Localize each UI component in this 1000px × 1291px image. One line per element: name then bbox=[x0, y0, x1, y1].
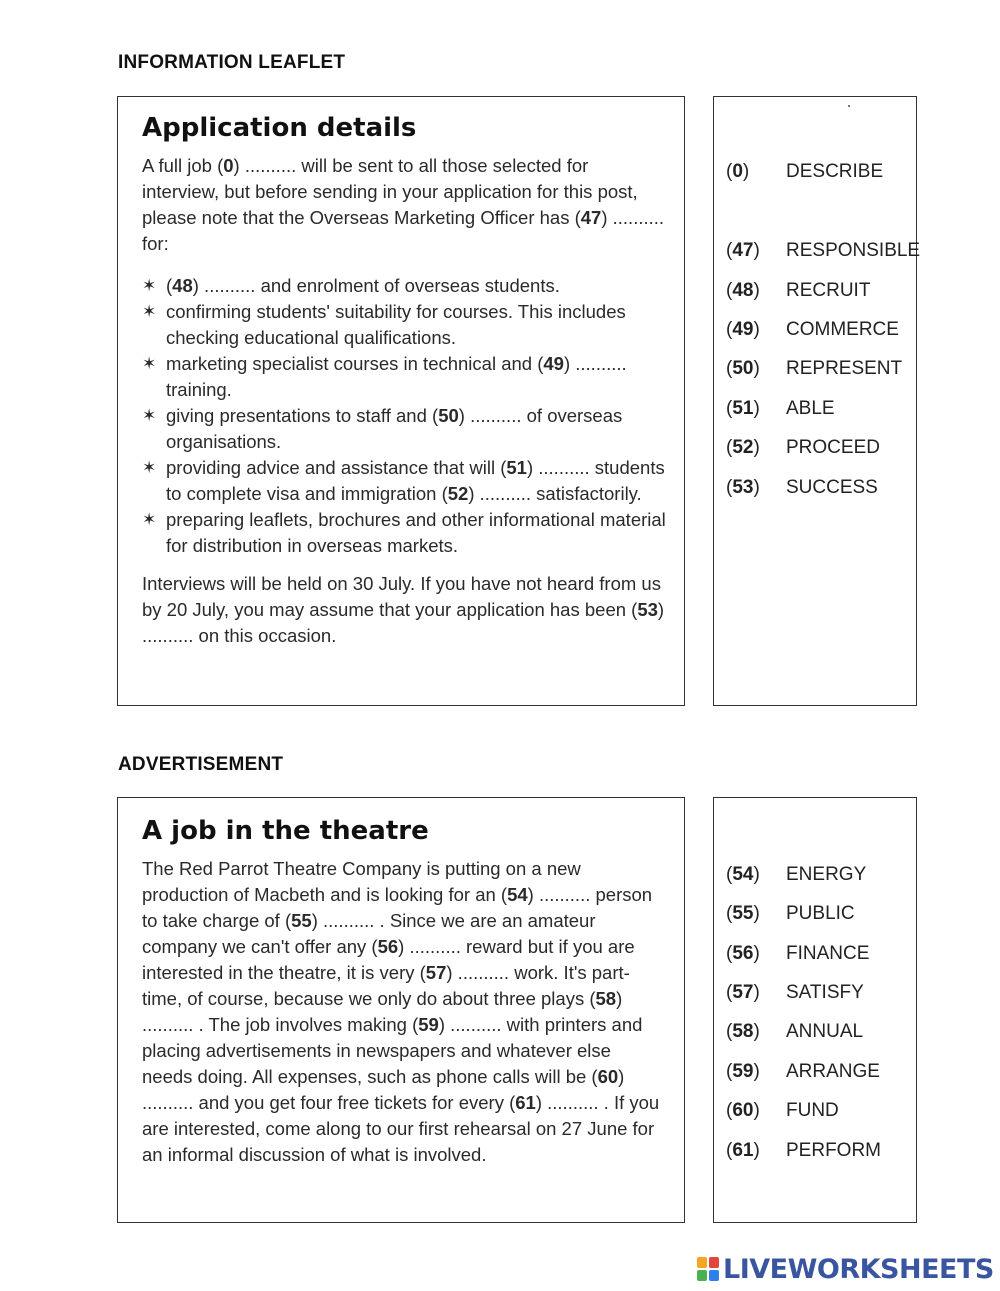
word-number-value: 51 bbox=[732, 398, 754, 419]
base-word: DESCRIBE bbox=[786, 161, 884, 182]
base-word: ANNUAL bbox=[786, 1021, 864, 1042]
base-word: SUCCESS bbox=[786, 477, 878, 498]
intro-text-2: ) .......... will be sent to all those selected for interview, but before sending in your application for this post, please note that the Overseas Marketing Officer has ( bbox=[142, 155, 638, 228]
word-row-51 bbox=[726, 398, 835, 420]
word-number-value: 49 bbox=[732, 319, 754, 340]
gap-number-53: 53 bbox=[637, 599, 658, 620]
closing-text-2: ) .......... on this occasion. bbox=[142, 599, 665, 646]
base-word: FINANCE bbox=[786, 943, 870, 964]
bullet-text: ) .......... students to complete visa and immigration ( bbox=[166, 457, 665, 504]
body-text: ) .......... reward but if you are interested in the theatre, it is very ( bbox=[142, 936, 635, 983]
word-number: (51) bbox=[726, 398, 760, 419]
gap-number-61: 61 bbox=[515, 1092, 536, 1113]
bullet-text: ) .......... training. bbox=[166, 353, 627, 400]
word-number: (60) bbox=[726, 1100, 760, 1121]
body-text: ) .......... work. It's part-time, of course, because we only do about three plays ( bbox=[142, 962, 630, 1009]
word-number: (0) bbox=[726, 161, 750, 182]
gap-number-48: 48 bbox=[172, 275, 193, 296]
word-number: (57) bbox=[726, 982, 760, 1003]
gap-number-47: 47 bbox=[580, 207, 602, 228]
duties-list bbox=[142, 273, 666, 559]
asterisk-bullet-icon: ✶ bbox=[142, 302, 157, 321]
word-row-50 bbox=[726, 358, 902, 380]
bullet-text: providing advice and assistance that will ( bbox=[166, 457, 507, 478]
leaflet-box bbox=[117, 96, 685, 706]
base-word: FUND bbox=[786, 1100, 839, 1121]
word-row-53 bbox=[726, 477, 878, 499]
gap-number-50: 50 bbox=[438, 405, 459, 426]
leaflet-word-box bbox=[713, 96, 921, 706]
list-item bbox=[142, 273, 666, 299]
base-word: SATISFY bbox=[786, 982, 864, 1003]
body-text: ) .......... . If you are interested, come along to our first rehearsal on 27 June for an informal discussion of what is involved. bbox=[142, 1092, 660, 1165]
list-item bbox=[142, 455, 666, 507]
gap-number-55: 55 bbox=[291, 910, 312, 931]
word-number: (54) bbox=[726, 864, 760, 885]
body-text: ) .......... and you get four free tickets for every ( bbox=[142, 1066, 625, 1113]
word-number-value: 52 bbox=[732, 437, 754, 458]
section-label-leaflet: INFORMATION LEAFLET bbox=[118, 52, 346, 73]
logo-square-icon bbox=[697, 1257, 707, 1268]
word-number-value: 53 bbox=[732, 477, 754, 498]
list-item bbox=[142, 299, 666, 351]
asterisk-bullet-icon: ✶ bbox=[142, 458, 157, 477]
asterisk-bullet-icon: ✶ bbox=[142, 354, 157, 373]
logo-text: LIVEWORKSHEETS bbox=[723, 1253, 994, 1285]
gap-number-52: 52 bbox=[447, 483, 469, 504]
word-number-value: 56 bbox=[732, 943, 754, 964]
word-number: (48) bbox=[726, 280, 760, 301]
leaflet-closing bbox=[142, 571, 666, 649]
base-word: ENERGY bbox=[786, 864, 867, 885]
leaflet-intro bbox=[142, 153, 666, 257]
advert-body bbox=[142, 856, 666, 1168]
liveworksheets-logo bbox=[697, 1254, 994, 1284]
word-row-0 bbox=[726, 161, 883, 183]
word-row-60 bbox=[726, 1100, 839, 1122]
word-number: (47) bbox=[726, 240, 760, 261]
list-item bbox=[142, 351, 666, 403]
word-row-59 bbox=[726, 1061, 880, 1083]
base-word: PUBLIC bbox=[786, 903, 855, 924]
body-text: The Red Parrot Theatre Company is putting on a new production of Macbeth and is looking for an ( bbox=[142, 858, 581, 905]
word-number-value: 48 bbox=[732, 280, 754, 301]
closing-text-1: Interviews will be held on 30 July. If you have not heard from us by 20 July, you may assume that your application has been ( bbox=[142, 573, 661, 620]
section-label-advert: ADVERTISEMENT bbox=[118, 754, 284, 775]
bullet-text: confirming students' suitability for courses. This includes checking educational qualifications. bbox=[166, 301, 626, 348]
word-row-61 bbox=[726, 1140, 881, 1162]
gap-number-60: 60 bbox=[597, 1066, 619, 1087]
word-number-value: 59 bbox=[732, 1061, 754, 1082]
bullet-text: giving presentations to staff and ( bbox=[166, 405, 439, 426]
gap-number-49: 49 bbox=[543, 353, 564, 374]
gap-number-51: 51 bbox=[506, 457, 527, 478]
word-number: (49) bbox=[726, 319, 760, 340]
bullet-text: ) .......... satisfactorily. bbox=[468, 483, 642, 504]
word-number-value: 0 bbox=[732, 161, 743, 182]
bullet-text: ) .......... and enrolment of overseas students. bbox=[192, 275, 560, 296]
word-number-value: 54 bbox=[732, 864, 754, 885]
bullet-text: ( bbox=[166, 275, 173, 296]
bullet-text: marketing specialist courses in technical and ( bbox=[166, 353, 544, 374]
word-number-value: 50 bbox=[732, 358, 754, 379]
list-item bbox=[142, 403, 666, 455]
asterisk-bullet-icon: ✶ bbox=[142, 276, 157, 295]
base-word: RECRUIT bbox=[786, 280, 871, 301]
leaflet-title: Application details bbox=[142, 113, 417, 143]
word-row-47 bbox=[726, 240, 920, 262]
word-number: (55) bbox=[726, 903, 760, 924]
base-word: RESPONSIBLE bbox=[786, 240, 921, 261]
word-number-value: 57 bbox=[732, 982, 754, 1003]
base-word: ARRANGE bbox=[786, 1061, 880, 1082]
advert-box bbox=[117, 797, 685, 1223]
base-word: REPRESENT bbox=[786, 358, 903, 379]
word-number: (56) bbox=[726, 943, 760, 964]
word-number-value: 47 bbox=[732, 240, 754, 261]
word-row-49 bbox=[726, 319, 899, 341]
liveworksheets-logo-icon bbox=[697, 1257, 719, 1281]
word-number: (61) bbox=[726, 1140, 760, 1161]
gap-number-58: 58 bbox=[595, 988, 617, 1009]
word-row-56 bbox=[726, 943, 869, 965]
asterisk-bullet-icon: ✶ bbox=[142, 510, 157, 529]
word-row-48 bbox=[726, 280, 870, 302]
word-number-value: 58 bbox=[732, 1021, 754, 1042]
advert-word-box bbox=[713, 797, 917, 1223]
speck bbox=[848, 105, 850, 107]
word-number: (59) bbox=[726, 1061, 760, 1082]
base-word: PROCEED bbox=[786, 437, 880, 458]
bullet-text: preparing leaflets, brochures and other informational material for distribution in overseas markets. bbox=[166, 509, 666, 556]
word-number-value: 55 bbox=[732, 903, 754, 924]
word-number: (52) bbox=[726, 437, 760, 458]
base-word: ABLE bbox=[786, 398, 835, 419]
list-item bbox=[142, 507, 666, 559]
asterisk-bullet-icon: ✶ bbox=[142, 406, 157, 425]
advert-title: A job in the theatre bbox=[142, 816, 429, 846]
intro-text-1: A full job ( bbox=[142, 155, 224, 176]
word-row-55 bbox=[726, 903, 855, 925]
word-row-54 bbox=[726, 864, 866, 886]
word-row-52 bbox=[726, 437, 880, 459]
base-word: COMMERCE bbox=[786, 319, 899, 340]
bullet-text: ) .......... of overseas organisations. bbox=[166, 405, 623, 452]
logo-square-icon bbox=[697, 1270, 707, 1281]
gap-number-0: 0 bbox=[223, 155, 234, 176]
gap-number-59: 59 bbox=[418, 1014, 439, 1035]
logo-square-icon bbox=[709, 1270, 719, 1281]
body-text: ) .......... with printers and placing advertisements in newspapers and whatever else needs doing. All expenses, such as phone calls will be ( bbox=[142, 1014, 643, 1087]
word-number-value: 60 bbox=[732, 1100, 754, 1121]
gap-number-57: 57 bbox=[425, 962, 447, 983]
word-number: (58) bbox=[726, 1021, 760, 1042]
intro-text-3: ) .......... for: bbox=[142, 207, 665, 254]
body-text: ) .......... . Since we are an amateur company we can't offer any ( bbox=[142, 910, 596, 957]
logo-square-icon bbox=[709, 1257, 719, 1268]
word-row-57 bbox=[726, 982, 864, 1004]
base-word: PERFORM bbox=[786, 1140, 881, 1161]
word-row-58 bbox=[726, 1021, 863, 1043]
word-number: (53) bbox=[726, 477, 760, 498]
gap-number-54: 54 bbox=[507, 884, 528, 905]
word-number-value: 61 bbox=[732, 1140, 754, 1161]
body-text: ) .......... . The job involves making ( bbox=[142, 988, 623, 1035]
body-text: ) .......... person to take charge of ( bbox=[142, 884, 653, 931]
gap-number-56: 56 bbox=[377, 936, 399, 957]
word-number: (50) bbox=[726, 358, 760, 379]
